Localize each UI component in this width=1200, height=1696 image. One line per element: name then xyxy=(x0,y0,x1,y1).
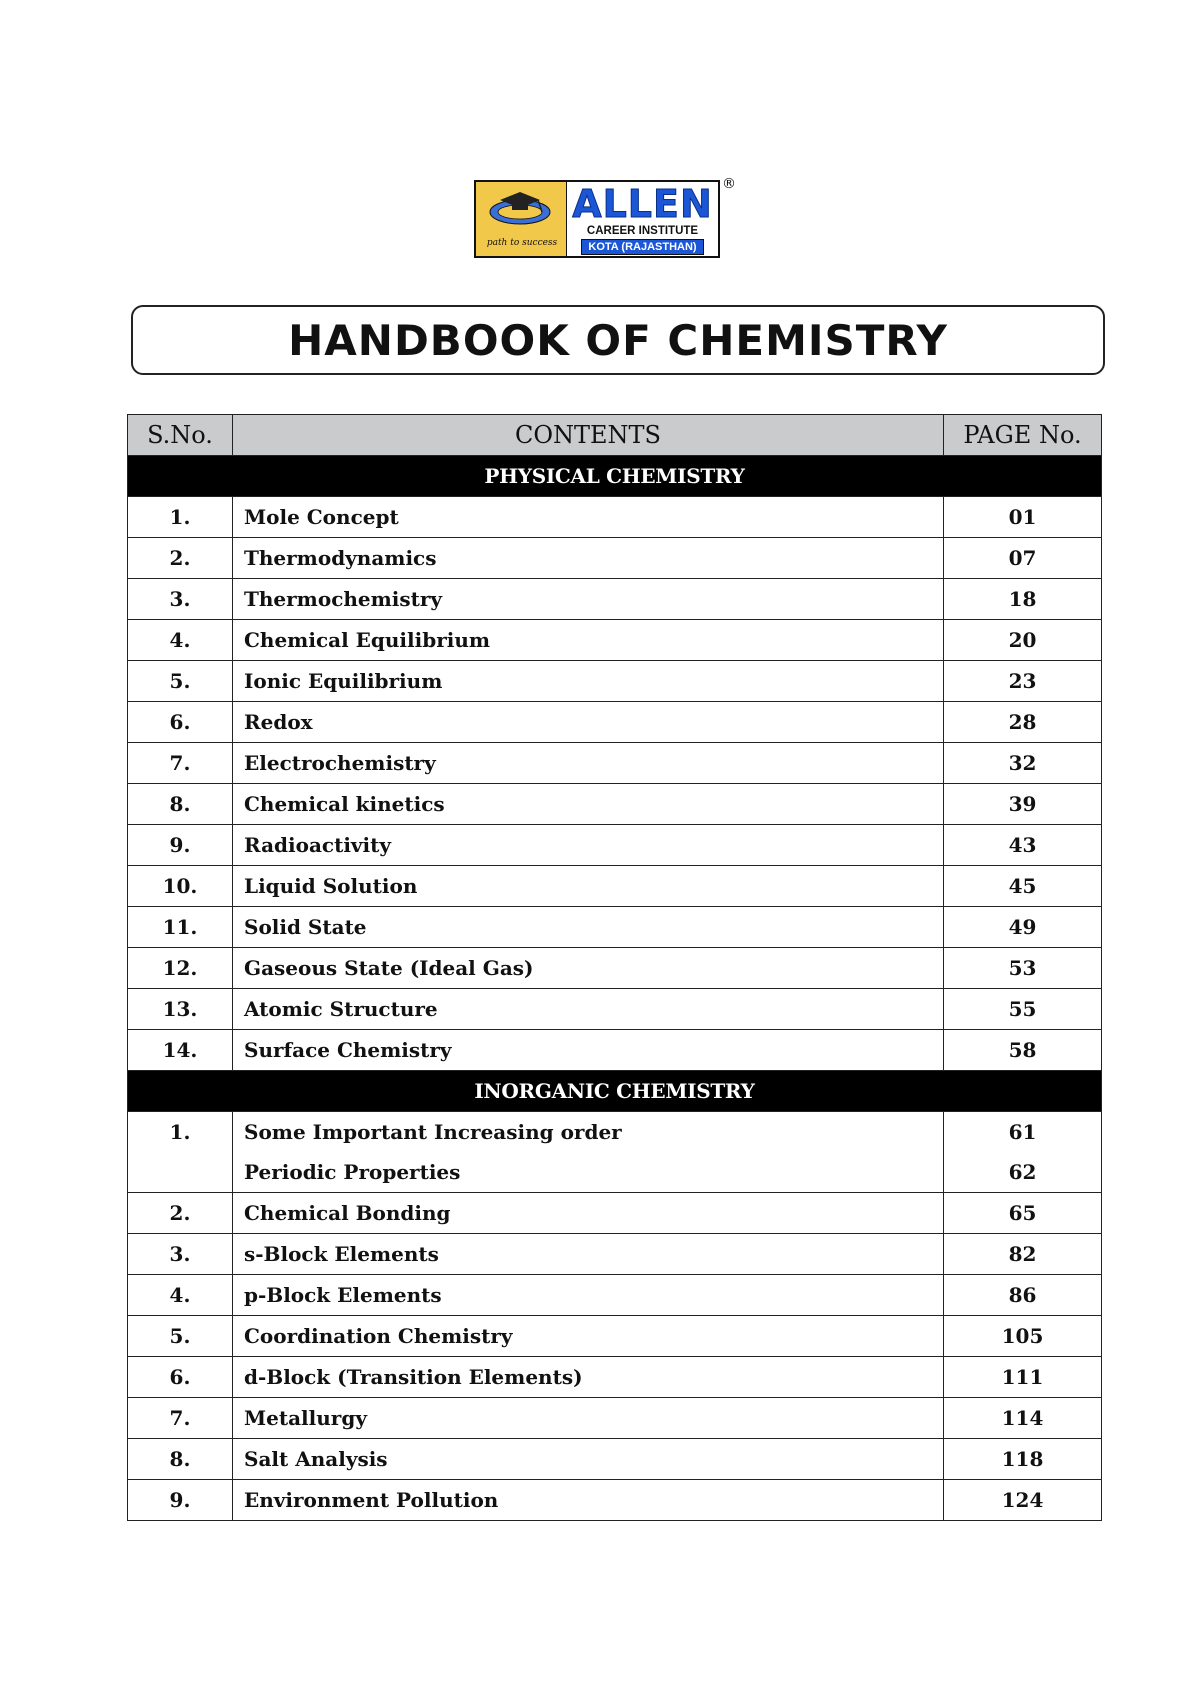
table-row xyxy=(128,1316,1102,1357)
row-page xyxy=(944,1112,1102,1193)
table-row xyxy=(128,702,1102,743)
row-contents: Metallurgy xyxy=(233,1398,944,1439)
row-sno: 1. xyxy=(128,1112,233,1193)
row-sno: 9. xyxy=(128,1480,233,1521)
row-contents: s-Block Elements xyxy=(233,1234,944,1275)
graduation-cap-icon xyxy=(484,188,556,228)
table-row xyxy=(128,1193,1102,1234)
logo-brand: ALLEN xyxy=(572,182,713,226)
row-contents-line: Some Important Increasing order xyxy=(244,1120,622,1144)
row-page: 55 xyxy=(944,989,1102,1030)
section-heading: INORGANIC CHEMISTRY xyxy=(128,1071,1102,1112)
table-row xyxy=(128,579,1102,620)
row-page: 105 xyxy=(944,1316,1102,1357)
logo-emblem-panel xyxy=(476,182,567,256)
table-row xyxy=(128,1234,1102,1275)
row-contents: Environment Pollution xyxy=(233,1480,944,1521)
row-contents: Atomic Structure xyxy=(233,989,944,1030)
table-row xyxy=(128,1357,1102,1398)
row-page: 86 xyxy=(944,1275,1102,1316)
row-page: 53 xyxy=(944,948,1102,989)
row-sno: 13. xyxy=(128,989,233,1030)
row-page: 45 xyxy=(944,866,1102,907)
row-contents: Thermodynamics xyxy=(233,538,944,579)
table-row xyxy=(128,825,1102,866)
row-contents-line: Periodic Properties xyxy=(244,1160,461,1184)
table-row xyxy=(128,538,1102,579)
row-page: 111 xyxy=(944,1357,1102,1398)
row-page: 82 xyxy=(944,1234,1102,1275)
table-header-row xyxy=(128,415,1102,456)
row-page: 118 xyxy=(944,1439,1102,1480)
table-row xyxy=(128,948,1102,989)
contents-body xyxy=(128,456,1102,1521)
section-heading-row xyxy=(128,1071,1102,1112)
table-row xyxy=(128,1439,1102,1480)
row-sno: 11. xyxy=(128,907,233,948)
row-sno: 6. xyxy=(128,702,233,743)
row-page: 18 xyxy=(944,579,1102,620)
row-page: 28 xyxy=(944,702,1102,743)
row-page-line: 62 xyxy=(1008,1160,1037,1184)
row-sno: 8. xyxy=(128,1439,233,1480)
table-row xyxy=(128,1030,1102,1071)
row-page: 23 xyxy=(944,661,1102,702)
row-sno: 2. xyxy=(128,1193,233,1234)
logo-subtitle: CAREER INSTITUTE xyxy=(586,225,699,237)
row-contents: Ionic Equilibrium xyxy=(233,661,944,702)
row-sno: 10. xyxy=(128,866,233,907)
allen-logo xyxy=(474,180,720,258)
row-page: 01 xyxy=(944,497,1102,538)
row-page: 114 xyxy=(944,1398,1102,1439)
row-contents: Chemical Bonding xyxy=(233,1193,944,1234)
table-row xyxy=(128,1275,1102,1316)
row-page: 32 xyxy=(944,743,1102,784)
row-contents: Coordination Chemistry xyxy=(233,1316,944,1357)
row-page: 65 xyxy=(944,1193,1102,1234)
row-contents: Solid State xyxy=(233,907,944,948)
row-page: 124 xyxy=(944,1480,1102,1521)
row-page: 49 xyxy=(944,907,1102,948)
row-contents: d-Block (Transition Elements) xyxy=(233,1357,944,1398)
row-sno: 7. xyxy=(128,1398,233,1439)
row-contents: Chemical kinetics xyxy=(233,784,944,825)
row-page: 07 xyxy=(944,538,1102,579)
table-row xyxy=(128,784,1102,825)
row-sno: 6. xyxy=(128,1357,233,1398)
page-title: HANDBOOK OF CHEMISTRY xyxy=(288,315,948,365)
row-page: 58 xyxy=(944,1030,1102,1071)
row-contents: Liquid Solution xyxy=(233,866,944,907)
row-page: 20 xyxy=(944,620,1102,661)
row-sno: 3. xyxy=(128,579,233,620)
section-heading-row xyxy=(128,456,1102,497)
row-sno: 7. xyxy=(128,743,233,784)
header-sno: S.No. xyxy=(128,415,233,456)
table-row xyxy=(128,743,1102,784)
table-row xyxy=(128,497,1102,538)
row-sno: 9. xyxy=(128,825,233,866)
row-contents: Mole Concept xyxy=(233,497,944,538)
logo-location: KOTA (RAJASTHAN) xyxy=(581,239,703,255)
row-sno: 5. xyxy=(128,1316,233,1357)
row-contents: Gaseous State (Ideal Gas) xyxy=(233,948,944,989)
row-contents: Thermochemistry xyxy=(233,579,944,620)
registered-mark: ® xyxy=(722,176,736,192)
row-contents: Radioactivity xyxy=(233,825,944,866)
row-contents: Salt Analysis xyxy=(233,1439,944,1480)
row-contents: p-Block Elements xyxy=(233,1275,944,1316)
row-sno: 2. xyxy=(128,538,233,579)
header-page: PAGE No. xyxy=(944,415,1102,456)
row-contents: Redox xyxy=(233,702,944,743)
row-page: 39 xyxy=(944,784,1102,825)
table-row xyxy=(128,1112,1102,1193)
header-contents: CONTENTS xyxy=(233,415,944,456)
row-sno: 5. xyxy=(128,661,233,702)
row-contents: Chemical Equilibrium xyxy=(233,620,944,661)
contents-table xyxy=(127,414,1102,1521)
row-sno: 12. xyxy=(128,948,233,989)
title-box xyxy=(131,305,1105,375)
row-page: 43 xyxy=(944,825,1102,866)
table-row xyxy=(128,907,1102,948)
row-contents: Electrochemistry xyxy=(233,743,944,784)
table-row xyxy=(128,1398,1102,1439)
table-row xyxy=(128,661,1102,702)
table-row xyxy=(128,1480,1102,1521)
row-sno: 4. xyxy=(128,1275,233,1316)
row-page-line: 61 xyxy=(1008,1120,1037,1144)
row-sno: 14. xyxy=(128,1030,233,1071)
row-sno: 3. xyxy=(128,1234,233,1275)
section-heading: PHYSICAL CHEMISTRY xyxy=(128,456,1102,497)
row-sno: 1. xyxy=(128,497,233,538)
row-contents xyxy=(233,1112,944,1193)
row-sno: 8. xyxy=(128,784,233,825)
row-contents: Surface Chemistry xyxy=(233,1030,944,1071)
table-row xyxy=(128,866,1102,907)
row-sno: 4. xyxy=(128,620,233,661)
table-row xyxy=(128,989,1102,1030)
table-row xyxy=(128,620,1102,661)
logo-tagline: path to success xyxy=(486,238,558,248)
